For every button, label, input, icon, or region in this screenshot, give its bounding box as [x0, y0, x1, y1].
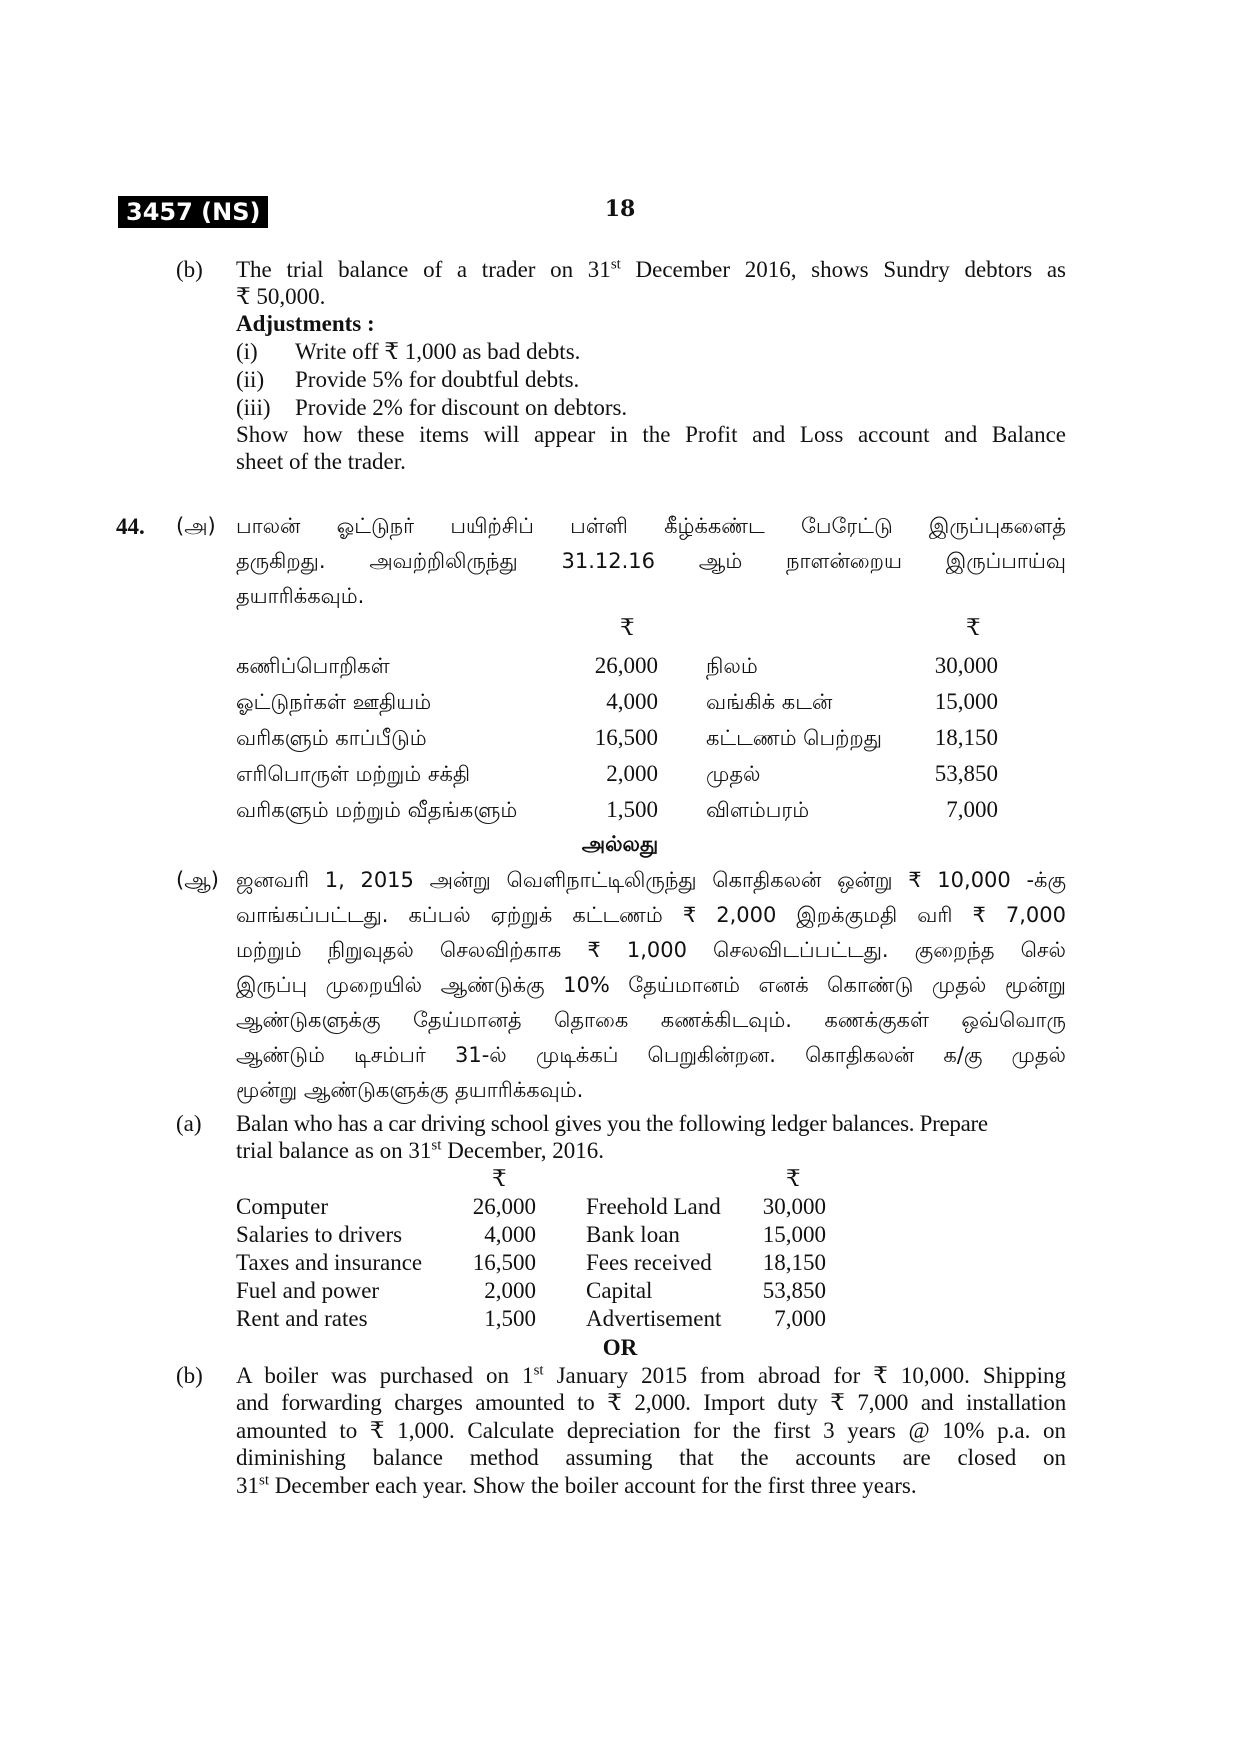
ledger-item: Bank loan [586, 1222, 680, 1247]
table-row [236, 1277, 826, 1305]
table-row [236, 1221, 826, 1249]
english-b-line4: diminishing balance method assuming that the accounts are closed on [236, 1445, 1066, 1470]
adjustment-text: Provide 5% for doubtful debts. [295, 367, 580, 392]
ledger-item: Rent and rates [236, 1306, 368, 1331]
currency-symbol: ₹ [786, 1166, 801, 1191]
paper-code-badge: 3457 (NS) [118, 196, 268, 228]
ledger-item: Taxes and insurance [236, 1250, 423, 1275]
ledger-item: Capital [586, 1278, 653, 1303]
ledger-amount: 53,850 [934, 761, 998, 786]
ledger-amount: 7,000 [946, 797, 998, 822]
ledger-amount: 1,500 [484, 1306, 536, 1331]
adjustment-num: (iii) [236, 395, 271, 420]
table-row [236, 792, 998, 828]
ledger-item: விளம்பரம் [706, 798, 810, 822]
english-b-line3: amounted to ₹ 1,000. Calculate depreciation for the first 3 years @ 10% p.a. on [236, 1418, 1066, 1443]
ledger-amount: 1,500 [606, 797, 658, 822]
english-b-line2: and forwarding charges amounted to ₹ 2,000. Import duty ₹ 7,000 and installation [236, 1390, 1066, 1415]
table-row [236, 720, 998, 756]
tamil-a-line: பாலன் ஓட்டுநர் பயிற்சிப் பள்ளி கீழ்க்கண்ட பேரேட்டு இருப்புகளைத் [236, 514, 1066, 538]
ledger-amount: 2,000 [484, 1278, 536, 1303]
currency-symbol: ₹ [620, 615, 635, 640]
table-row [236, 684, 998, 720]
ledger-item: ஓட்டுநர்கள் ஊதியம் [236, 690, 432, 714]
adjustment-text: Write off ₹ 1,000 as bad debts. [295, 339, 581, 364]
table-row [236, 756, 998, 792]
english-b-line5: 31st December each year. Show the boiler account for the first three years. [236, 1472, 917, 1498]
ledger-amount: 2,000 [606, 761, 658, 786]
ledger-amount: 30,000 [934, 653, 998, 678]
ledger-amount: 26,000 [472, 1194, 536, 1219]
table-row [236, 1193, 826, 1221]
ledger-item: முதல் [706, 762, 761, 786]
ledger-item: எரிபொருள் மற்றும் சக்தி [236, 762, 471, 786]
table-row [236, 1249, 826, 1277]
english-a-line1: Balan who has a car driving school gives you the following ledger balances. Prepare [236, 1111, 988, 1136]
tamil-aa-label: (ஆ) [176, 868, 219, 892]
tamil-aa-line: மூன்று ஆண்டுகளுக்கு தயாரிக்கவும். [236, 1078, 584, 1102]
q43b-show-line2: sheet of the trader. [236, 449, 406, 474]
english-a-line2: trial balance as on 31st December, 2016. [236, 1137, 605, 1163]
ledger-amount: 18,150 [762, 1250, 826, 1275]
english-or-divider: OR [602, 1335, 638, 1360]
tamil-aa-line: மற்றும் நிறுவுதல் செலவிற்காக ₹ 1,000 செலவிடப்பட்டது. குறைந்த செல் [236, 938, 1066, 962]
english-b-line1: A boiler was purchased on 1st January 2015 from abroad for ₹ 10,000. Shipping [236, 1362, 1066, 1388]
tamil-ledger-table [236, 648, 998, 828]
table-row [236, 648, 998, 684]
ledger-amount: 16,500 [594, 725, 658, 750]
ledger-item: Advertisement [586, 1306, 722, 1331]
ledger-amount: 30,000 [762, 1194, 826, 1219]
page-number: 18 [604, 196, 636, 222]
ledger-item: நிலம் [706, 654, 758, 678]
q43b-show-line1: Show how these items will appear in the Profit and Loss account and Balance [236, 422, 1066, 447]
tamil-aa-line: இருப்பு முறையில் ஆண்டுக்கு 10% தேய்மானம் எனக் கொண்டு முதல் மூன்று [236, 973, 1066, 997]
tamil-aa-line: வாங்கப்பட்டது. கப்பல் ஏற்றுக் கட்டணம் ₹ 2,000 இறக்குமதி வரி ₹ 7,000 [236, 903, 1066, 927]
ledger-amount: 15,000 [762, 1222, 826, 1247]
ledger-item: Fuel and power [236, 1278, 380, 1303]
currency-symbol: ₹ [966, 615, 981, 640]
adjustment-num: (i) [236, 339, 258, 364]
ledger-amount: 53,850 [762, 1278, 826, 1303]
ledger-item: Freehold Land [586, 1194, 721, 1219]
english-ledger-table [236, 1193, 826, 1333]
ledger-amount: 4,000 [606, 689, 658, 714]
question-number: 44. [116, 514, 145, 539]
adjustments-heading: Adjustments : [236, 311, 375, 336]
table-row [236, 1305, 826, 1333]
tamil-aa-line: ஜனவரி 1, 2015 அன்று வெளிநாட்டிலிருந்து கொதிகலன் ஒன்று ₹ 10,000 -க்கு [236, 868, 1066, 892]
tamil-aa-line: ஆண்டும் டிசம்பர் 31-ல் முடிக்கப் பெறுகின்றன. கொதிகலன் க/கு முதல் [236, 1043, 1066, 1067]
ledger-item: Computer [236, 1194, 328, 1219]
tamil-a-line: தயாரிக்கவும். [236, 584, 365, 608]
ledger-amount: 26,000 [594, 653, 658, 678]
ledger-item: வரிகளும் காப்பீடும் [236, 726, 427, 750]
adjustment-num: (ii) [236, 367, 265, 392]
ledger-amount: 16,500 [472, 1250, 536, 1275]
adjustment-text: Provide 2% for discount on debtors. [295, 395, 628, 420]
ledger-item: Fees received [586, 1250, 712, 1275]
tamil-or-divider: அல்லது [581, 832, 659, 856]
q43b-line1: The trial balance of a trader on 31st December 2016, shows Sundry debtors as [236, 256, 1067, 282]
ledger-item: கணிப்பொறிகள் [236, 654, 390, 678]
english-a-label: (a) [176, 1111, 202, 1136]
ledger-amount: 7,000 [774, 1306, 826, 1331]
currency-symbol: ₹ [492, 1166, 507, 1191]
ledger-item: வங்கிக் கடன் [706, 690, 833, 714]
tamil-a-line: தருகிறது. அவற்றிலிருந்து 31.12.16 ஆம் நாளன்றைய இருப்பாய்வு [236, 549, 1066, 573]
q43b-line2: ₹ 50,000. [236, 284, 326, 309]
ledger-amount: 15,000 [934, 689, 998, 714]
ledger-item: Salaries to drivers [236, 1222, 403, 1247]
ledger-amount: 4,000 [484, 1222, 536, 1247]
english-b-label: (b) [176, 1363, 203, 1388]
ledger-amount: 18,150 [934, 725, 998, 750]
ledger-item: வரிகளும் மற்றும் வீதங்களும் [236, 798, 518, 822]
ledger-item: கட்டணம் பெற்றது [706, 726, 882, 750]
q43b-label: (b) [176, 257, 203, 282]
tamil-a-label: (அ) [176, 514, 216, 538]
tamil-aa-line: ஆண்டுகளுக்கு தேய்மானத் தொகை கணக்கிடவும். கணக்குகள் ஒவ்வொரு [236, 1008, 1066, 1032]
